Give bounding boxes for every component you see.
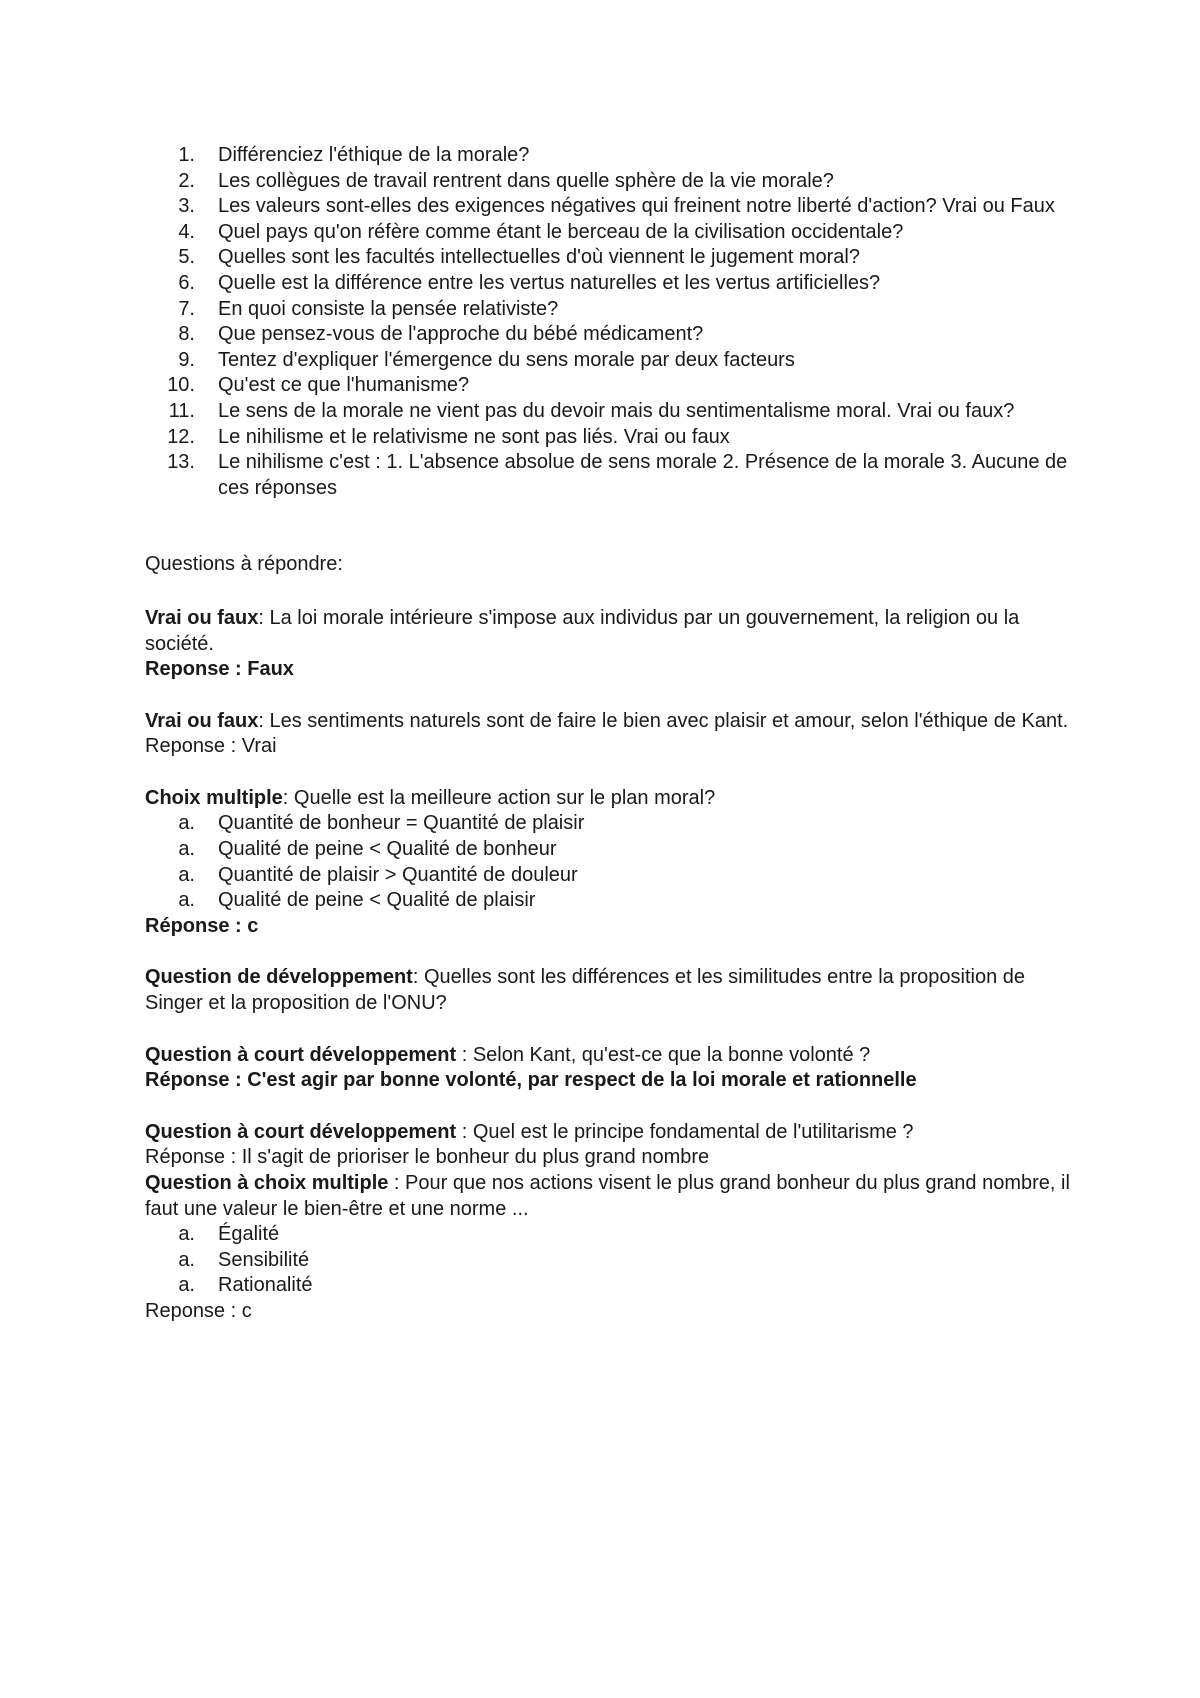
question-type-label: Vrai ou faux xyxy=(145,606,259,629)
true-false-question-1 xyxy=(145,606,1070,657)
choice-text: Quantité de plaisir > Quantité de douleur xyxy=(218,863,578,886)
question-number: 4. xyxy=(178,220,195,243)
question-text: Quelle est la différence entre les vertus naturelles et les vertus artificielles? xyxy=(218,271,881,294)
choice-text: Sensibilité xyxy=(218,1248,310,1271)
question-text: Le nihilisme c'est : 1. L'absence absolue de sens morale 2. Présence de la morale 3. Aucune de ces réponses xyxy=(218,451,1068,499)
question-number: 13. xyxy=(167,451,195,474)
question-number: 2. xyxy=(178,169,195,192)
choice-marker: a. xyxy=(178,1223,195,1246)
question-type-label: Question à choix multiple xyxy=(145,1172,389,1194)
choice-item xyxy=(145,1222,1070,1248)
choice-text: Égalité xyxy=(218,1223,280,1246)
answer-text: Reponse : Faux xyxy=(145,658,294,681)
question-text: Le sens de la morale ne vient pas du devoir mais du sentimentalisme moral. Vrai ou faux? xyxy=(218,399,1015,422)
question-text: Quelles sont les facultés intellectuelles d'où viennent le jugement moral? xyxy=(218,246,860,269)
question-text: : Quelle est la meilleure action sur le plan moral? xyxy=(282,786,716,809)
short-development-question-2 xyxy=(145,1120,1070,1146)
multiple-choice-question-2 xyxy=(145,1171,1070,1222)
question-text: : Pour que nos actions visent le plus grand bonheur du plus grand nombre, il faut une valeur le bien-être et une norme ... xyxy=(145,1172,1070,1220)
question-text: Qu'est ce que l'humanisme? xyxy=(218,374,470,397)
question-number: 8. xyxy=(178,323,195,346)
choice-text: Qualité de peine < Qualité de plaisir xyxy=(218,889,536,912)
numbered-question-item xyxy=(145,450,1070,501)
numbered-question-item xyxy=(145,297,1070,323)
numbered-question-item xyxy=(145,348,1070,374)
choice-marker: a. xyxy=(178,1274,195,1297)
numbered-question-item xyxy=(145,194,1070,220)
choice-list xyxy=(145,1222,1070,1299)
development-question xyxy=(145,965,1070,1016)
numbered-question-item xyxy=(145,425,1070,451)
question-text: Quel pays qu'on réfère comme étant le berceau de la civilisation occidentale? xyxy=(218,220,904,243)
answer-text: Réponse : Il s'agit de prioriser le bonheur du plus grand nombre xyxy=(145,1146,710,1169)
choice-item xyxy=(145,863,1070,889)
question-text: Tentez d'expliquer l'émergence du sens morale par deux facteurs xyxy=(218,348,795,371)
question-number: 9. xyxy=(178,348,195,371)
question-type-label: Question à court développement xyxy=(145,1043,457,1066)
question-number: 1. xyxy=(178,144,195,166)
answer-text: Réponse : c xyxy=(145,914,259,937)
question-type-label: Question à court développement xyxy=(145,1120,457,1143)
answer-text: Reponse : c xyxy=(145,1299,252,1322)
question-type-label: Vrai ou faux xyxy=(145,709,259,732)
question-text: : La loi morale intérieure s'impose aux individus par un gouvernement, la religion ou la société. xyxy=(145,606,1020,655)
choice-list xyxy=(145,811,1070,913)
choice-marker: a. xyxy=(178,863,195,886)
question-number: 12. xyxy=(167,425,195,448)
document-content xyxy=(145,143,1070,1325)
choice-marker: a. xyxy=(178,838,195,861)
question-number: 6. xyxy=(178,271,195,294)
question-text: : Quelles sont les différences et les similitudes entre la proposition de Singer et la proposition de l'ONU? xyxy=(145,966,1026,1015)
question-text: Que pensez-vous de l'approche du bébé médicament? xyxy=(218,323,704,346)
choice-item xyxy=(145,1273,1070,1299)
question-type-label: Choix multiple xyxy=(145,786,283,809)
question-number: 11. xyxy=(168,399,195,422)
choice-item xyxy=(145,811,1070,837)
numbered-question-item xyxy=(145,271,1070,297)
question-type-label: Question de développement xyxy=(145,966,413,989)
question-text: : Quel est le principe fondamental de l'utilitarisme ? xyxy=(456,1120,914,1143)
choice-item xyxy=(145,1248,1070,1274)
choice-marker: a. xyxy=(178,812,195,835)
answer-text: Reponse : Vrai xyxy=(145,735,277,758)
numbered-question-item xyxy=(145,169,1070,195)
question-text: : Les sentiments naturels sont de faire le bien avec plaisir et amour, selon l'éthique de Kant. xyxy=(258,709,1069,732)
question-text: Les collègues de travail rentrent dans quelle sphère de la vie morale? xyxy=(218,169,834,192)
true-false-question-2 xyxy=(145,709,1070,735)
choice-text: Rationalité xyxy=(218,1274,313,1297)
numbered-question-item xyxy=(145,220,1070,246)
numbered-question-item xyxy=(145,143,1070,169)
choice-text: Quantité de bonheur = Quantité de plaisir xyxy=(218,812,585,835)
choice-item xyxy=(145,888,1070,914)
answer-text: Réponse : C'est agir par bonne volonté, par respect de la loi morale et rationnelle xyxy=(145,1069,917,1092)
choice-marker: a. xyxy=(178,889,195,912)
short-development-question-1 xyxy=(145,1043,1070,1069)
numbered-question-item xyxy=(145,245,1070,271)
question-number: 10. xyxy=(167,374,195,397)
question-text: : Selon Kant, qu'est-ce que la bonne volonté ? xyxy=(456,1043,871,1066)
numbered-question-list xyxy=(145,143,1070,501)
multiple-choice-question-1 xyxy=(145,786,1070,812)
question-number: 3. xyxy=(178,195,195,218)
numbered-question-item xyxy=(145,373,1070,399)
question-number: 7. xyxy=(178,297,195,320)
section-heading: Questions à répondre: xyxy=(145,553,343,576)
question-number: 5. xyxy=(178,246,195,269)
question-text: En quoi consiste la pensée relativiste? xyxy=(218,297,559,320)
question-text: Le nihilisme et le relativisme ne sont pas liés. Vrai ou faux xyxy=(218,425,730,448)
choice-text: Qualité de peine < Qualité de bonheur xyxy=(218,838,557,861)
numbered-question-item xyxy=(145,322,1070,348)
choice-marker: a. xyxy=(178,1248,195,1271)
question-text: Différenciez l'éthique de la morale? xyxy=(218,144,530,166)
question-text: Les valeurs sont-elles des exigences négatives qui freinent notre liberté d'action? Vrai ou Faux xyxy=(218,195,1055,218)
numbered-question-item xyxy=(145,399,1070,425)
choice-item xyxy=(145,837,1070,863)
